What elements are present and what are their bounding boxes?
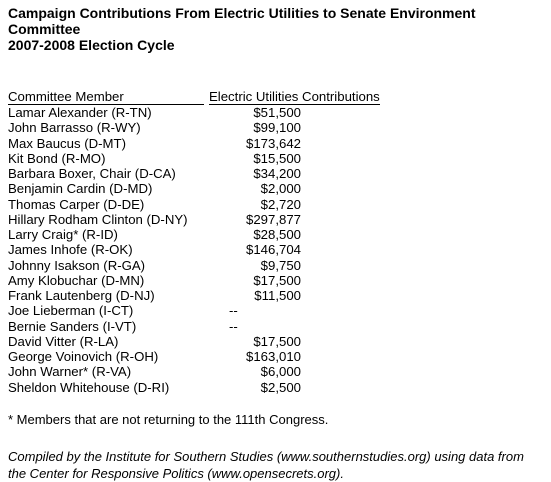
- contribution-amount: $11,500: [254, 288, 301, 303]
- contribution-amount: $146,704: [245, 242, 301, 258]
- member-name: James Inhofe (R-OK): [8, 242, 133, 258]
- table-header: [8, 89, 548, 105]
- contribution-amount: $99,100: [253, 120, 301, 136]
- table-row: [8, 349, 548, 364]
- contribution-amount: $34,200: [253, 166, 301, 181]
- contribution-amount: $9,750: [260, 257, 301, 273]
- document-title: [8, 5, 548, 53]
- contribution-amount: $17,500: [253, 333, 301, 349]
- contribution-amount: $2,720: [260, 196, 301, 212]
- contribution-amount: $17,500: [253, 272, 301, 288]
- contribution-amount: $163,010: [245, 349, 301, 364]
- source-note: [8, 448, 551, 482]
- document: [8, 5, 548, 482]
- member-name: Barbara Boxer, Chair (D-CA): [8, 166, 176, 181]
- member-name: John Barrasso (R-WY): [8, 120, 141, 136]
- title-line-2: 2007-2008 Election Cycle: [8, 37, 175, 53]
- table-row: [8, 151, 548, 166]
- contribution-amount: $51,500: [253, 105, 301, 120]
- source-line-1: Compiled by the Institute for Southern Studies (www.southernstudies.org) using data from: [8, 448, 524, 464]
- member-name: George Voinovich (R-OH): [8, 349, 159, 364]
- table-row: [8, 303, 548, 318]
- table-row: [8, 273, 548, 288]
- table-row: [8, 319, 548, 334]
- table-row: [8, 197, 548, 212]
- table-row: [8, 181, 548, 196]
- member-name: Frank Lautenberg (D-NJ): [8, 288, 155, 303]
- table-row: [8, 166, 548, 181]
- table-body: [8, 105, 548, 395]
- member-name: Amy Klobuchar (D-MN): [8, 272, 145, 288]
- table-row: [8, 212, 548, 227]
- source-line-2: the Center for Responsive Politics (www.opensecrets.org).: [8, 465, 344, 481]
- contribution-amount: $2,000: [260, 181, 301, 197]
- table-row: [8, 242, 548, 257]
- header-committee-member: Committee Member: [8, 89, 204, 105]
- member-name: Sheldon Whitehouse (D-RI): [8, 379, 170, 395]
- table-row: [8, 380, 548, 395]
- contribution-amount: $28,500: [253, 227, 301, 242]
- table-row: [8, 258, 548, 273]
- table-row: [8, 227, 548, 242]
- member-name: Johnny Isakson (R-GA): [8, 257, 146, 273]
- contribution-amount: --: [229, 303, 238, 319]
- member-name: John Warner* (R-VA): [8, 364, 132, 380]
- header-contributions: Electric Utilities Contributions: [209, 89, 380, 104]
- contributions-table: [8, 89, 548, 395]
- table-row: [8, 288, 548, 303]
- table-row: [8, 120, 548, 135]
- contribution-amount: $15,500: [253, 150, 301, 166]
- footnote: * Members that are not returning to the 111th Congress.: [8, 411, 329, 427]
- member-name: Hillary Rodham Clinton (D-NY): [8, 211, 188, 227]
- member-name: Thomas Carper (D-DE): [8, 196, 145, 212]
- member-name: Kit Bond (R-MO): [8, 150, 106, 166]
- contribution-amount: $173,642: [245, 135, 301, 151]
- table-row: [8, 334, 548, 349]
- member-name: Max Baucus (D-MT): [8, 135, 126, 151]
- table-row: [8, 105, 548, 120]
- contribution-amount: $2,500: [260, 379, 301, 395]
- table-row: [8, 136, 548, 151]
- contribution-amount: --: [229, 318, 238, 334]
- member-name: Joe Lieberman (I-CT): [8, 303, 134, 319]
- member-name: Bernie Sanders (I-VT): [8, 318, 137, 334]
- member-name: Lamar Alexander (R-TN): [8, 105, 152, 120]
- contribution-amount: $297,877: [245, 211, 301, 227]
- table-row: [8, 364, 548, 379]
- member-name: Benjamin Cardin (D-MD): [8, 181, 153, 197]
- title-line-1: Campaign Contributions From Electric Utilities to Senate Environment Committee: [8, 5, 476, 37]
- member-name: Larry Craig* (R-ID): [8, 227, 118, 242]
- contribution-amount: $6,000: [260, 364, 301, 380]
- member-name: David Vitter (R-LA): [8, 333, 119, 349]
